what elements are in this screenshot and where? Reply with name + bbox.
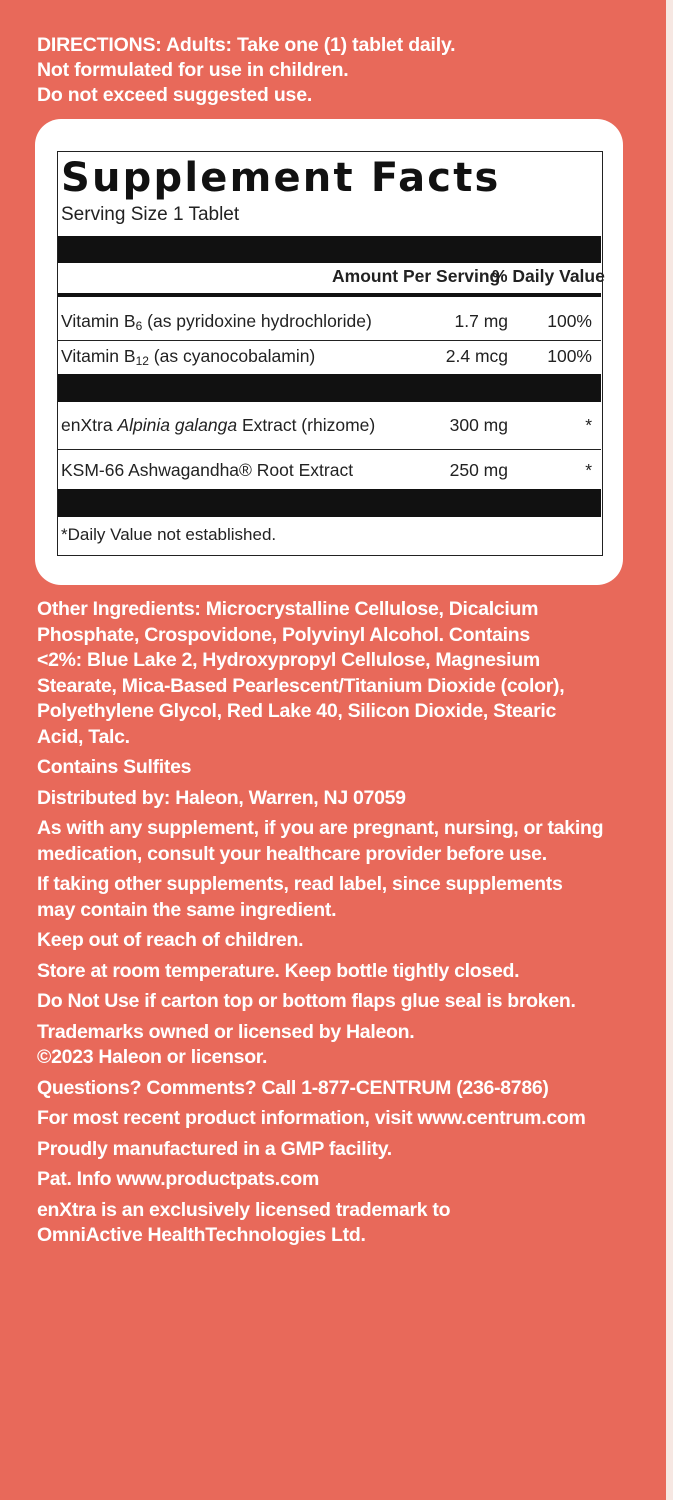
nutrient-amount: 2.4 mcg xyxy=(445,346,508,366)
nutrient-name: enXtra Alpinia galanga Extract (rhizome) xyxy=(61,415,376,435)
trademark-notice: Trademarks owned or licensed by Haleon. xyxy=(37,1020,415,1043)
gmp-facility: Proudly manufactured in a GMP facility. xyxy=(37,1137,392,1160)
directions-line: Do not exceed suggested use. xyxy=(37,84,313,106)
supplement-facts-title: Supplement Facts xyxy=(61,155,501,201)
directions-line: Not formulated for use in children. xyxy=(37,59,349,81)
thick-divider xyxy=(58,236,601,263)
copyright-notice: ©2023 Haleon or licensor. xyxy=(37,1046,268,1068)
row-divider xyxy=(58,449,601,450)
header-divider xyxy=(58,293,601,297)
directions-block xyxy=(37,33,637,108)
other-ingredients-line: Acid, Talc. xyxy=(37,725,130,748)
seal-warning: Do Not Use if carton top or bottom flaps glue seal is broken. xyxy=(37,990,576,1012)
nutrient-daily-value: * xyxy=(585,415,592,435)
pregnancy-warning: As with any supplement, if you are pregnant, nursing, or taking xyxy=(37,817,604,839)
patent-info: Pat. Info www.productpats.com xyxy=(37,1168,320,1190)
storage-instructions: Store at room temperature. Keep bottle tightly closed. xyxy=(37,959,520,982)
nutrient-daily-value: 100% xyxy=(547,311,592,331)
label-body-text xyxy=(37,597,657,1249)
product-info-website: For most recent product information, visit www.centrum.com xyxy=(37,1107,586,1129)
row-divider xyxy=(58,340,601,341)
enxtra-trademark: OmniActive HealthTechnologies Ltd. xyxy=(37,1224,366,1246)
other-supplements-warning: If taking other supplements, read label, since supplements xyxy=(37,873,563,895)
questions-phone: Questions? Comments? Call 1-877-CENTRUM (236-8786) xyxy=(37,1076,549,1099)
other-ingredients-line: Phosphate, Crospovidone, Polyvinyl Alcohol. Contains xyxy=(37,623,530,646)
carton-edge xyxy=(666,0,673,1500)
nutrient-name: Vitamin $B_{12}$ (as cyanocobalamin) xyxy=(61,346,316,368)
thick-divider xyxy=(58,489,601,517)
supplement-facts-card xyxy=(35,119,623,585)
nutrient-name: Vitamin $B_6$ (as pyridoxine hydrochloride) xyxy=(61,311,372,333)
children-warning: Keep out of reach of children. xyxy=(37,929,304,951)
daily-value-footnote: *Daily Value not established. xyxy=(61,525,277,544)
supplement-facts-table xyxy=(57,151,603,556)
nutrient-amount: 1.7 mg xyxy=(454,311,508,331)
other-ingredients-line: <2%: Blue Lake 2, Hydroxypropyl Cellulose, Magnesium xyxy=(37,649,540,671)
contains-sulfites: Contains Sulfites xyxy=(37,756,192,778)
directions-line: DIRECTIONS: Adults: Take one (1) tablet daily. xyxy=(37,34,456,56)
other-ingredients-line: Other Ingredients: Microcrystalline Cellulose, Dicalcium xyxy=(37,598,539,620)
nutrient-daily-value: 100% xyxy=(547,346,592,366)
header-daily-value: % Daily Value xyxy=(492,266,605,286)
enxtra-trademark: enXtra is an exclusively licensed trademark to xyxy=(37,1198,451,1221)
serving-size: Serving Size 1 Tablet xyxy=(61,204,240,225)
other-ingredients-line: Stearate, Mica-Based Pearlescent/Titanium Dioxide (color), xyxy=(37,674,565,697)
header-amount: Amount Per Serving xyxy=(332,266,501,286)
nutrient-daily-value: * xyxy=(585,460,592,480)
nutrient-amount: 300 mg xyxy=(449,415,508,435)
distributed-by: Distributed by: Haleon, Warren, NJ 07059 xyxy=(37,786,406,809)
nutrient-name: KSM-66 Ashwagandha® Root Extract xyxy=(61,460,354,480)
nutrient-amount: 250 mg xyxy=(449,460,508,480)
other-supplements-warning: may contain the same ingredient. xyxy=(37,898,337,921)
thick-divider xyxy=(58,374,601,402)
other-ingredients-line: Polyethylene Glycol, Red Lake 40, Silicon Dioxide, Stearic xyxy=(37,700,557,722)
pregnancy-warning: medication, consult your healthcare provider before use. xyxy=(37,842,547,865)
